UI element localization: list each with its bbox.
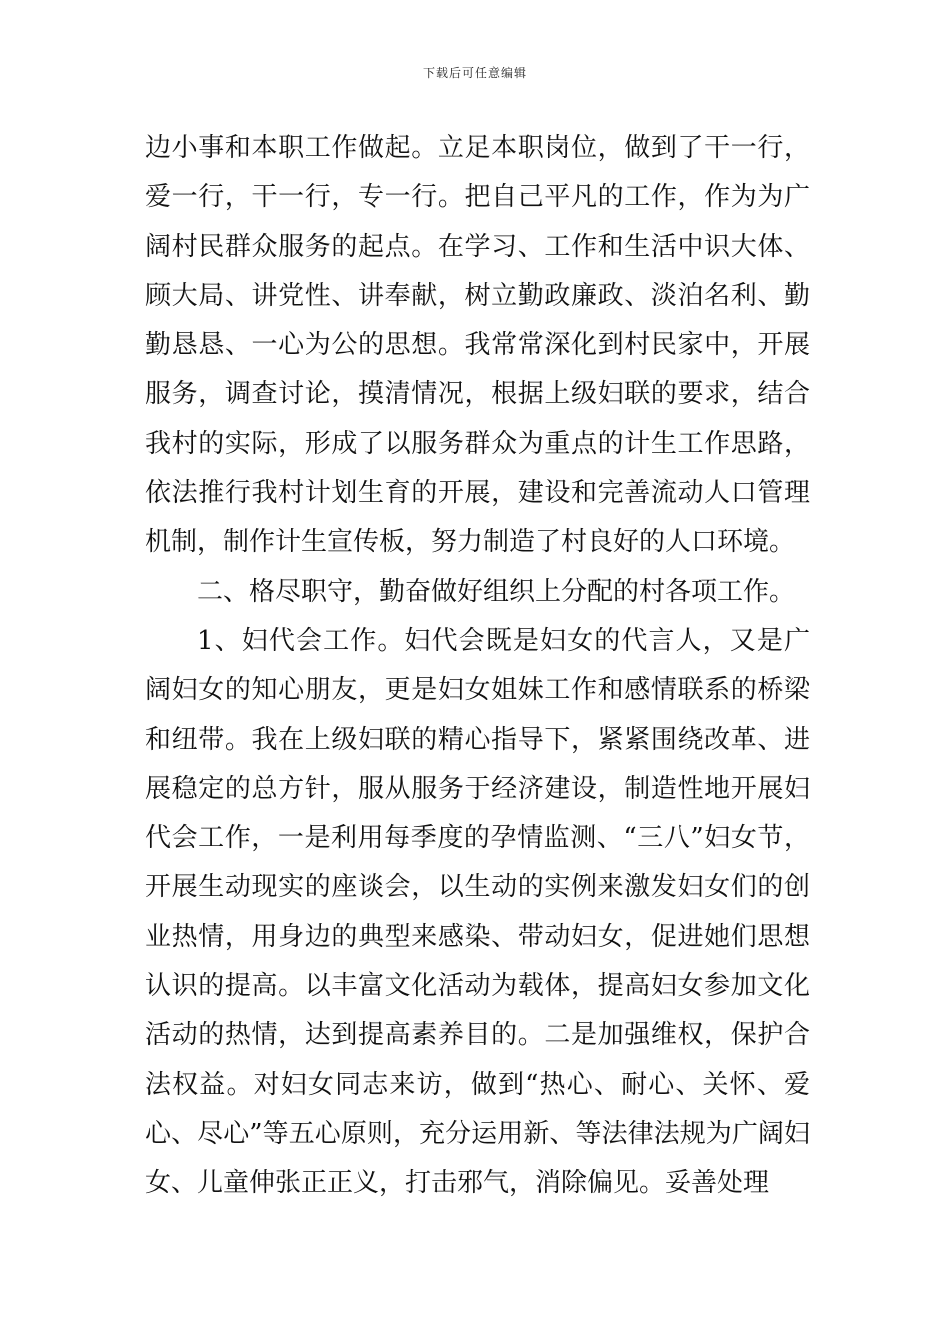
paragraph-2: 二、格尽职守，勤奋做好组织上分配的村各项工作。 xyxy=(197,576,796,607)
paragraph-1: 边小事和本职工作做起。立足本职岗位，做到了干一行，爱一行，干一行，专一行。把自己平凡的工作，作为为广阔村民群众服务的起点。在学习、工作和生活中识大体、顾大局、讲党性、讲奉献，树立勤政廉政、淡泊名利、勤勤恳恳、一心为公的思想。我常常深化到村民家中，开展服务，调查讨论，摸清情况，根据上级妇联的要求，结合我村的实际，形成了以服务群众为重点的计生工作思路，依法推行我村计划生育的开展，建设和完善流动人口管理机制，制作计生宣传板，努力制造了村良好的人口环境。 xyxy=(145,133,810,558)
body-text xyxy=(145,124,810,1209)
page-header: 下载后可任意编辑 xyxy=(422,66,527,80)
paragraph-3: 1、妇代会工作。妇代会既是妇女的代言人，又是广阔妇女的知心朋友，更是妇女姐妹工作和感情联系的桥梁和纽带。我在上级妇联的精心指导下，紧紧围绕改革、进展稳定的总方针，服从服务于经济建设，制造性地开展妇代会工作，一是利用每季度的孕情监测、“三八”妇女节，开展生动现实的座谈会，以生动的实例来激发妇女们的创业热情，用身边的典型来感染、带动妇女，促进她们思想认识的提高。以丰富文化活动为载体，提高妇女参加文化活动的热情，达到提高素养目的。二是加强维权，保护合法权益。对妇女同志来访，做到“热心、耐心、关怀、爱心、尽心”等五心原则，充分运用新、等法律法规为广阔妇女、儿童伸张正正义，打击邪气，消除偏见。妥善处理 xyxy=(145,625,810,1199)
